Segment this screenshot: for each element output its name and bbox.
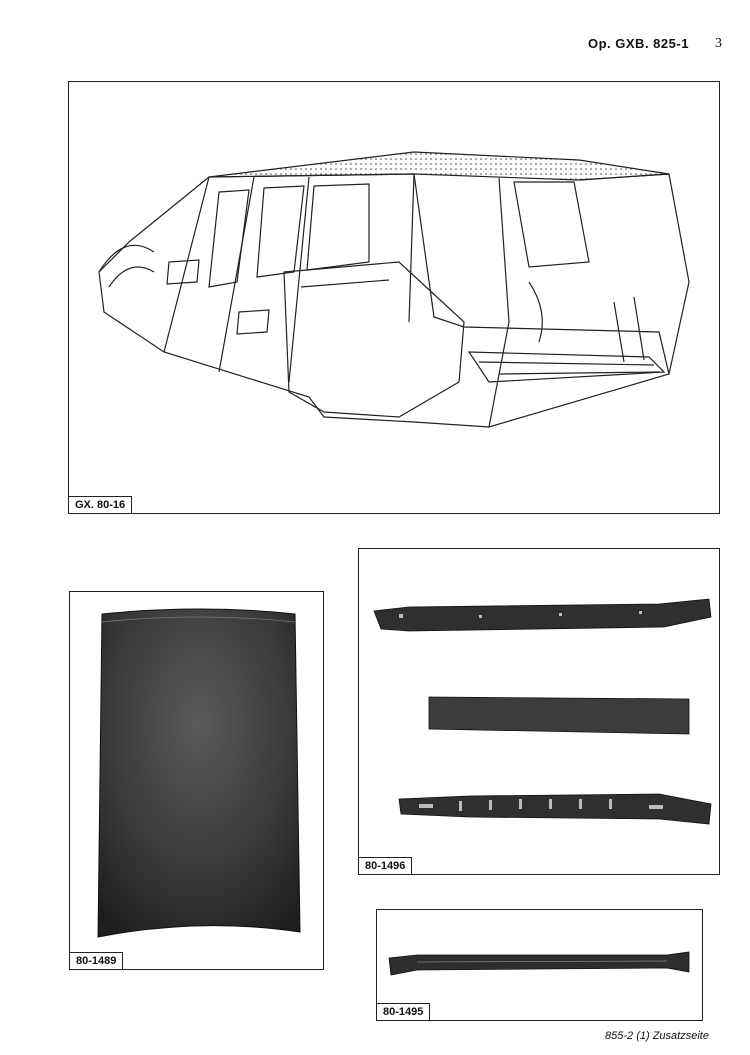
figure-label-side-rail: 80-1495 bbox=[376, 1003, 430, 1021]
page-number: 3 bbox=[715, 36, 723, 51]
figure-label-roof-panel: 80-1489 bbox=[69, 952, 123, 970]
roof-rails-photo bbox=[359, 549, 719, 874]
figure-label-car-body: GX. 80-16 bbox=[68, 496, 132, 514]
figure-side-rail bbox=[376, 909, 703, 1021]
figure-roof-panel bbox=[69, 591, 324, 970]
figure-car-body bbox=[68, 81, 720, 514]
operation-code: Op. GXB. 825-1 bbox=[588, 36, 689, 51]
figure-label-roof-rails: 80-1496 bbox=[358, 857, 412, 875]
page-footer: 855-2 (1) Zusatzseite bbox=[605, 1030, 709, 1042]
figure-roof-rails bbox=[358, 548, 720, 875]
car-body-drawing bbox=[69, 82, 719, 513]
roof-panel-photo bbox=[70, 592, 323, 969]
